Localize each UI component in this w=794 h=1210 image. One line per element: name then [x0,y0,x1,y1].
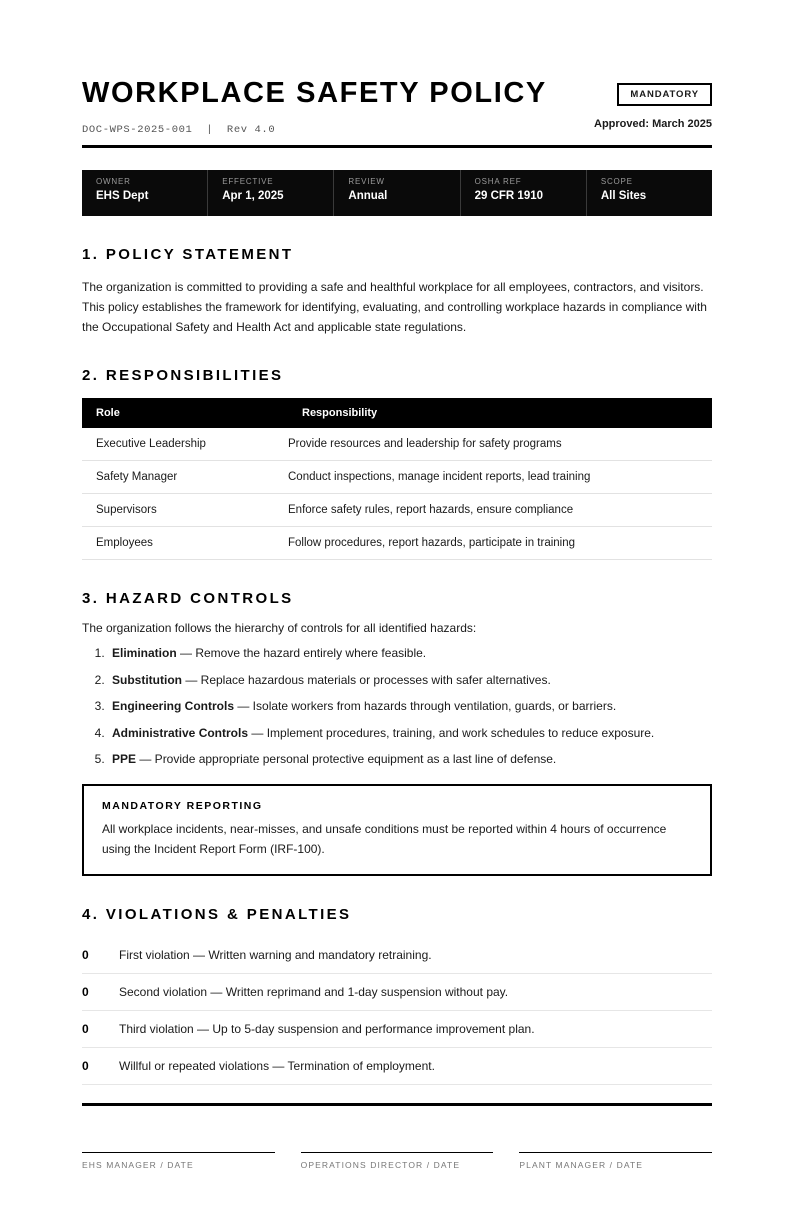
meta-value: All Sites [600,189,647,202]
signature-divider [82,1103,712,1106]
status-badge: MANDATORY [617,83,712,106]
column-header-role: Role [82,398,288,428]
control-term: Substitution [112,672,182,687]
section-violations-penalties [82,906,712,1085]
violation-text: Second violation — Written reprimand and 1-day suspension without pay. [119,985,509,1000]
callout-body: All workplace incidents, near-misses, and unsafe conditions must be reported within 4 hours of occurrence using the Incident Report Form (IRF-100). [102,822,667,856]
violation-text: First violation — Written warning and mandatory retraining. [119,948,432,963]
violation-marker: 0 [82,1059,89,1074]
responsibilities-table [82,398,712,560]
meta-cell-effective [207,170,333,216]
cell-role: Employees [82,527,288,560]
hazard-controls-intro: The organization follows the hierarchy of controls for all identified hazards: [82,621,477,636]
signature-line [519,1152,712,1153]
section-responsibilities [82,367,712,560]
violation-row [82,1048,712,1085]
policy-statement-body: The organization is committed to providing a safe and healthful workplace for all employees, contractors, and visitors. This policy establishes the framework for identifying, evaluating, and controlling workplace hazards in compliance with the Occupational Safety and Health Act and applicable state regulations. [82,279,707,335]
list-item [108,645,712,662]
signature-block-ehs-manager [82,1152,275,1170]
signature-block-operations-director [301,1152,494,1170]
meta-label: REVIEW [348,176,385,186]
control-term: Elimination [112,646,177,661]
metadata-bar [82,170,712,216]
section-heading: 2. RESPONSIBILITIES [82,367,284,385]
cell-role: Executive Leadership [82,428,288,461]
violation-text: Third violation — Up to 5-day suspension and performance improvement plan. [119,1022,535,1037]
control-term: PPE [112,751,137,766]
meta-label: OSHA REF [474,176,522,186]
table-row [82,428,712,461]
meta-cell-osha-ref [460,170,586,216]
signature-line [301,1152,494,1153]
control-term: Engineering Controls [112,699,235,714]
table-header [82,398,712,428]
list-item [108,698,712,715]
approved-date: Approved: March 2025 [594,118,712,130]
signature-block-plant-manager [519,1152,712,1170]
document-id-line: DOC-WPS-2025-001 | Rev 4.0 [82,123,276,136]
violation-row [82,937,712,974]
cell-responsibility: Enforce safety rules, report hazards, ensure compliance [288,494,712,527]
control-desc: — Provide appropriate personal protective equipment as a last line of defense. [136,751,557,766]
list-item [108,751,712,768]
cell-responsibility: Follow procedures, report hazards, participate in training [288,527,712,560]
section-heading: 4. VIOLATIONS & PENALTIES [82,906,352,924]
signature-label: EHS MANAGER / DATE [82,1160,194,1171]
meta-value: Apr 1, 2025 [222,189,284,202]
meta-label: SCOPE [600,176,633,186]
signature-label: OPERATIONS DIRECTOR / DATE [300,1160,461,1171]
cell-role: Safety Manager [82,461,288,494]
table-row [82,527,712,560]
page-title: WORKPLACE SAFETY POLICY [82,77,547,109]
violation-marker: 0 [82,1022,89,1037]
section-heading: 1. POLICY STATEMENT [82,245,294,263]
violation-marker: 0 [82,985,89,1000]
meta-label: OWNER [96,176,131,186]
header-right-block [594,78,712,130]
column-header-responsibility: Responsibility [288,398,712,428]
violation-text: Willful or repeated violations — Termination of employment. [119,1059,435,1074]
signature-line [82,1152,275,1153]
violation-row [82,974,712,1011]
control-desc: — Isolate workers from hazards through ventilation, guards, or barriers. [234,699,617,714]
header-divider [82,145,712,148]
violation-row [82,1011,712,1048]
meta-value: Annual [348,189,388,202]
document-header [82,78,712,136]
signature-label: PLANT MANAGER / DATE [519,1160,644,1171]
meta-cell-owner [82,170,207,216]
meta-cell-review [333,170,459,216]
mandatory-reporting-callout [82,784,712,876]
table-row [82,494,712,527]
violations-list [82,937,712,1085]
meta-value: EHS Dept [96,189,149,202]
control-desc: — Implement procedures, training, and work schedules to reduce exposure. [248,725,655,740]
violation-marker: 0 [82,948,89,963]
list-item [108,672,712,689]
section-heading: 3. HAZARD CONTROLS [82,590,294,608]
meta-cell-scope [586,170,712,216]
control-desc: — Replace hazardous materials or processes with safer alternatives. [181,672,551,687]
signature-section [82,1152,712,1210]
table-row [82,461,712,494]
cell-role: Supervisors [82,494,288,527]
table-body [82,428,712,560]
control-term: Administrative Controls [112,725,249,740]
table-header-row [82,398,712,428]
meta-value: 29 CFR 1910 [474,189,544,202]
section-policy-statement [82,246,712,337]
list-item [108,725,712,742]
callout-title: MANDATORY REPORTING [102,800,263,813]
hazard-controls-list [82,645,712,768]
section-hazard-controls [82,590,712,876]
title-block [82,78,594,136]
cell-responsibility: Conduct inspections, manage incident reports, lead training [288,461,712,494]
meta-label: EFFECTIVE [222,176,274,186]
control-desc: — Remove the hazard entirely where feasible. [176,646,427,661]
cell-responsibility: Provide resources and leadership for safety programs [288,428,712,461]
